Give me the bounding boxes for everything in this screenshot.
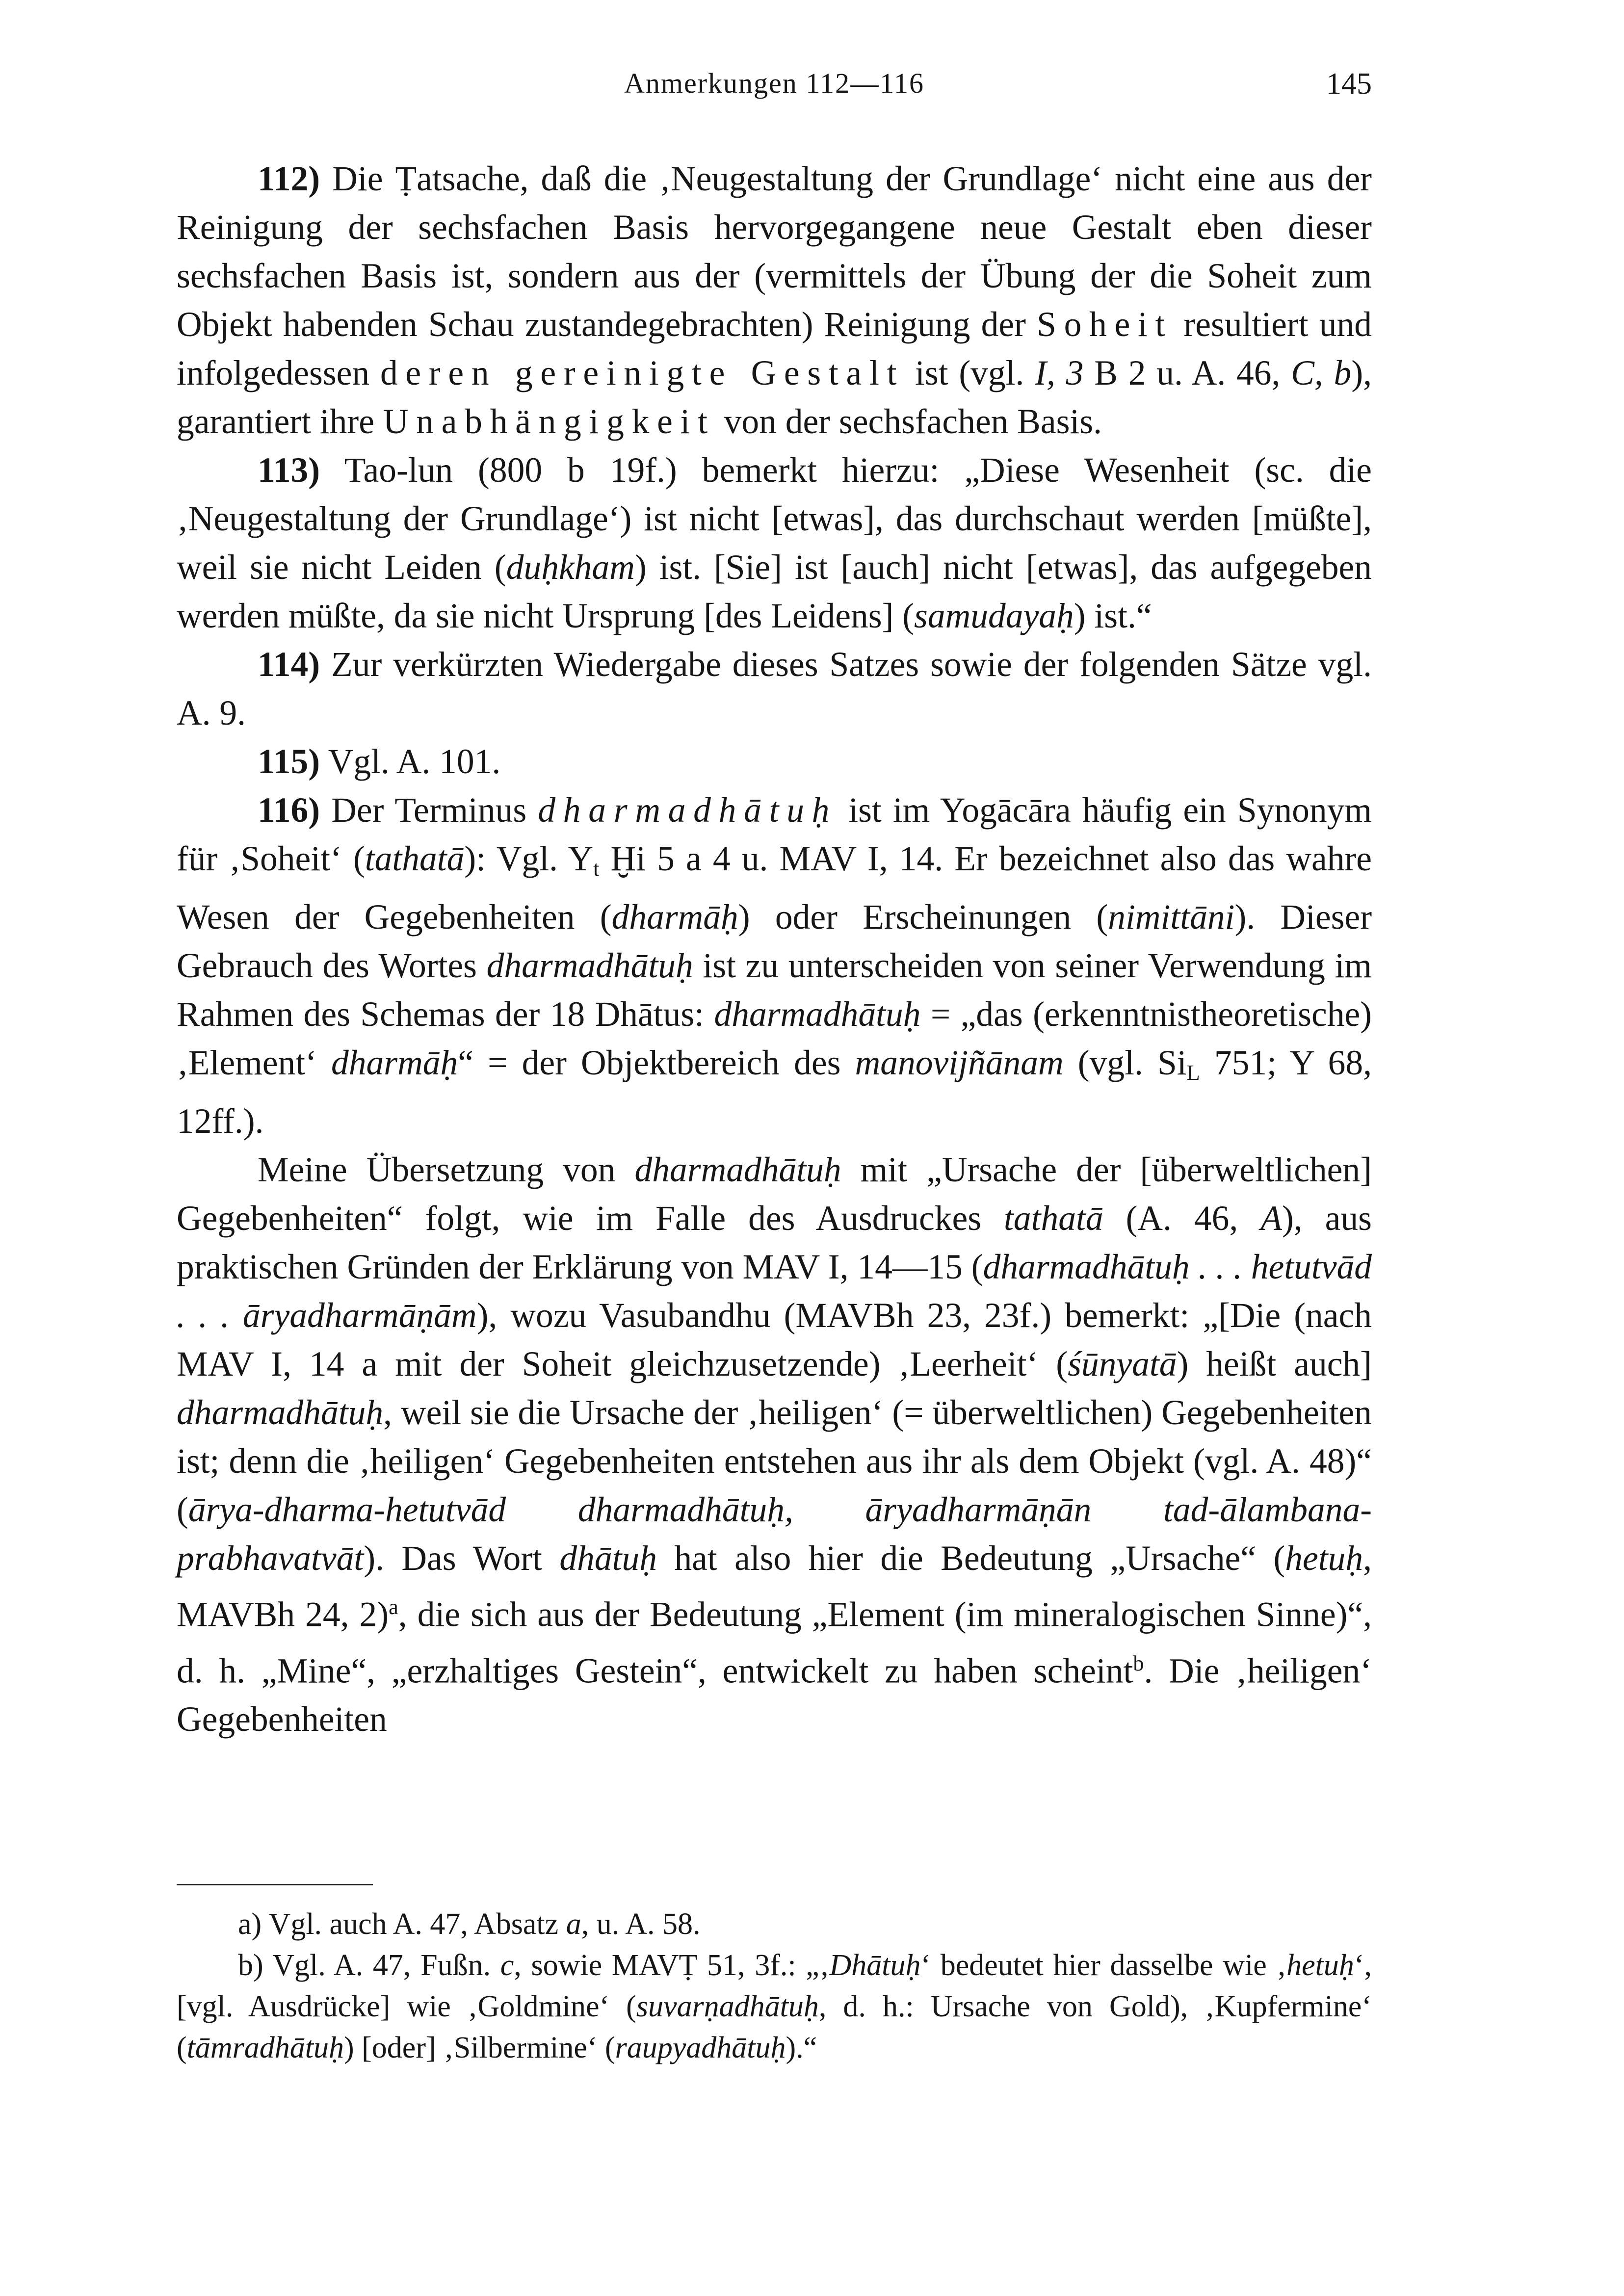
text-segment: resultiert und infolgedessen: [177, 305, 1372, 392]
text-segment: ) oder Erscheinungen (: [738, 898, 1108, 937]
text-segment: hat also hier die Bedeutung „Ursache“ (: [656, 1539, 1285, 1578]
text-segment: ): Vgl. Y: [464, 839, 594, 878]
text-segment: ).“: [786, 2031, 817, 2064]
text-segment: , weil sie die Ursache der ‚heiligen‘ (= überweltlichen) Gegebenheiten ist; denn die ‚heiligen‘ Gegebenheiten entstehen aus ihr als dem Objekt (vgl. A. 48)“ (: [177, 1393, 1372, 1530]
italic-text: raupyadhātuḥ: [615, 2031, 786, 2064]
italic-text: nimittāni: [1108, 898, 1235, 937]
italic-text: c: [500, 1949, 514, 1982]
text-segment: , die sich aus der Bedeutung „Element (im mineralogischen Sinne)“, d. h. „Mine“, „erzhaltiges Gestein“, entwickelt zu haben scheint: [177, 1595, 1372, 1690]
italic-text: dharmadhātuḥ: [177, 1393, 384, 1433]
main-text: [177, 155, 1372, 1744]
text-segment: ‘ bedeutet hier dasselbe wie ‚: [920, 1949, 1287, 1982]
italic-text: C, b: [1291, 354, 1352, 392]
text-segment: ist (vgl.: [904, 354, 1035, 392]
italic-text: dharmāḥ: [611, 898, 738, 937]
text-segment: = „das (erkenntnistheoretische) ‚Element‘: [177, 995, 1372, 1083]
note-number: 113): [258, 451, 320, 490]
note-number: 116): [258, 791, 320, 830]
page-number: 145: [1326, 67, 1372, 101]
running-head: Anmerkungen 112—116: [624, 67, 924, 99]
italic-text: dhātuḥ: [559, 1539, 657, 1578]
text-segment: ), aus praktischen Gründen der Erklärung von MAV I, 14—15 (: [177, 1199, 1372, 1287]
note-number: 112): [258, 159, 320, 198]
text-segment: B 2 u. A. 46,: [1083, 354, 1291, 392]
note-114: [177, 640, 1372, 737]
note-number: 114): [258, 645, 320, 684]
text-segment: Die Ṭatsache, daß die ‚Neugestaltung der Grundlage‘ nicht eine aus der Reinigung der sechsfachen Basis hervorgegangene neue Gestalt eben dieser sechsfachen Basis ist, sondern aus der (vermittels der Übung der die Soheit zum Objekt habenden Schau zustandegebrachten) Reinigung der: [177, 159, 1372, 344]
italic-text: duḥkham: [506, 548, 635, 587]
italic-text: I, 3: [1035, 354, 1084, 392]
footnote-a: [177, 1904, 1372, 1945]
text-segment: Zur verkürzten Wiedergabe dieses Satzes sowie der folgenden Sätze vgl. A. 9.: [177, 645, 1372, 732]
text-segment: ist im Yogācāra häufig ein Synonym für ‚Soheit‘ (: [177, 791, 1372, 878]
note-116: [177, 786, 1372, 1146]
text-segment: ). Dieser Gebrauch des Wortes: [177, 898, 1372, 986]
italic-text: dharmadhātuḥ: [486, 946, 693, 986]
text-segment: , d. h.: Ursache von Gold), ‚Kupfermine‘ (: [177, 1990, 1372, 2064]
text-segment: ) [oder] ‚Silbermine‘ (: [344, 2031, 615, 2064]
italic-text: tāmradhātuḥ: [186, 2031, 344, 2064]
text-segment: ist zu unterscheiden von seiner Verwendung im Rahmen des Schemas der 18 Dhātus:: [177, 946, 1372, 1034]
italic-text: A: [1260, 1199, 1282, 1238]
text-segment: ) ist. [Sie] ist [auch] nicht [etwas], das aufgegeben werden müßte, da sie nicht Ursprung [des Leidens] (: [177, 548, 1372, 635]
spaced-italic-text: dharmadhātuḥ: [538, 791, 838, 830]
italic-text: dharmadhātuḥ: [634, 1150, 841, 1190]
text-segment: , sowie MAVṬ 51, 3f.: „‚: [514, 1949, 830, 1982]
spaced-text: Unabhängigkeit: [383, 402, 715, 441]
footnote-b: [177, 1945, 1372, 2068]
note-115: [177, 737, 1372, 786]
footnote-marker-a: a: [389, 1594, 398, 1619]
italic-text: ārya-dharma-hetutvād dharmadhātuḥ, āryadharmāṇān tad-ālambana-prabhavatvāt: [177, 1490, 1372, 1578]
text-segment: 751; Y 68, 12ff.).: [177, 1044, 1372, 1141]
text-segment: Meine Übersetzung von: [258, 1150, 635, 1190]
italic-text: a: [566, 1907, 581, 1941]
text-segment: (A. 46,: [1103, 1199, 1261, 1238]
text-segment: ), wozu Vasubandhu (MAVBh 23, 23f.) bemerkt: „[Die (nach MAV I, 14 a mit der Soheit gleichzusetzende) ‚Leerheit‘ (: [177, 1296, 1372, 1384]
italic-text: suvarṇadhātuḥ: [636, 1990, 819, 2023]
footnote-marker-b: b: [1133, 1650, 1144, 1675]
italic-text: dharmadhātuḥ . . . hetutvād . . . āryadharmāṇām: [177, 1248, 1372, 1335]
text-segment: Tao-lun (800 b 19f.) bemerkt hierzu: „Diese Wesenheit (sc. die ‚Neugestaltung der Grundlage‘) ist nicht [etwas], das durchschaut werden [müßte], weil sie nicht Leiden (: [177, 451, 1372, 587]
text-segment: ‘, [vgl. Ausdrücke] wie ‚Goldmine‘ (: [177, 1949, 1372, 2023]
text-segment: a) Vgl. auch A. 47, Absatz: [238, 1907, 566, 1941]
italic-text: dharmadhātuḥ: [714, 995, 921, 1034]
text-segment: von der sechsfachen Basis.: [715, 402, 1102, 441]
italic-text: śūnyatā: [1068, 1345, 1177, 1384]
text-segment: ), garantiert ihre: [177, 354, 1372, 441]
text-segment: (vgl. Si: [1063, 1044, 1187, 1083]
italic-text: dharmāḥ: [331, 1044, 458, 1083]
italic-text: samudayaḥ: [914, 597, 1074, 635]
footnotes: [177, 1904, 1372, 2068]
text-segment: Vgl. A. 101.: [320, 742, 501, 781]
footnote-rule: [177, 1884, 373, 1885]
italic-text: tathatā: [365, 839, 465, 878]
text-segment: , MAVBh 24, 2): [177, 1539, 1372, 1634]
spaced-text: Soheit: [1037, 305, 1173, 344]
subscript: t: [593, 856, 600, 881]
note-112: [177, 155, 1372, 446]
italic-text: tathatā: [1004, 1199, 1103, 1238]
subscript: L: [1186, 1060, 1200, 1085]
note-116-continuation: [177, 1146, 1372, 1744]
text-segment: ). Das Wort: [364, 1539, 560, 1578]
text-segment: Der Terminus: [320, 791, 538, 830]
spaced-text: deren gereinigte Gestalt: [380, 354, 905, 392]
italic-text: Dhātuḥ: [829, 1949, 921, 1982]
italic-text: hetuḥ: [1285, 1539, 1363, 1578]
text-segment: ) ist.“: [1074, 597, 1152, 635]
page-header: [177, 67, 1372, 111]
note-number: 115): [258, 742, 320, 781]
text-segment: mit „Ursache der [überweltlichen] Gegebenheiten“ folgt, wie im Falle des Ausdruckes: [177, 1150, 1372, 1238]
note-113: [177, 446, 1372, 640]
text-segment: “ = der Objektbereich des: [458, 1044, 855, 1083]
italic-text: hetuḥ: [1286, 1949, 1354, 1982]
italic-text: manovijñānam: [855, 1044, 1064, 1083]
text-segment: , u. A. 58.: [581, 1907, 701, 1941]
text-segment: . Die ‚heiligen‘ Gegebenheiten: [177, 1651, 1372, 1739]
text-segment: Ḫi 5 a 4 u. MAV I, 14. Er bezeichnet also das wahre Wesen der Gegebenheiten (: [177, 839, 1372, 937]
text-segment: b) Vgl. A. 47, Fußn.: [238, 1949, 500, 1982]
text-segment: ) heißt auch]: [1177, 1345, 1372, 1384]
